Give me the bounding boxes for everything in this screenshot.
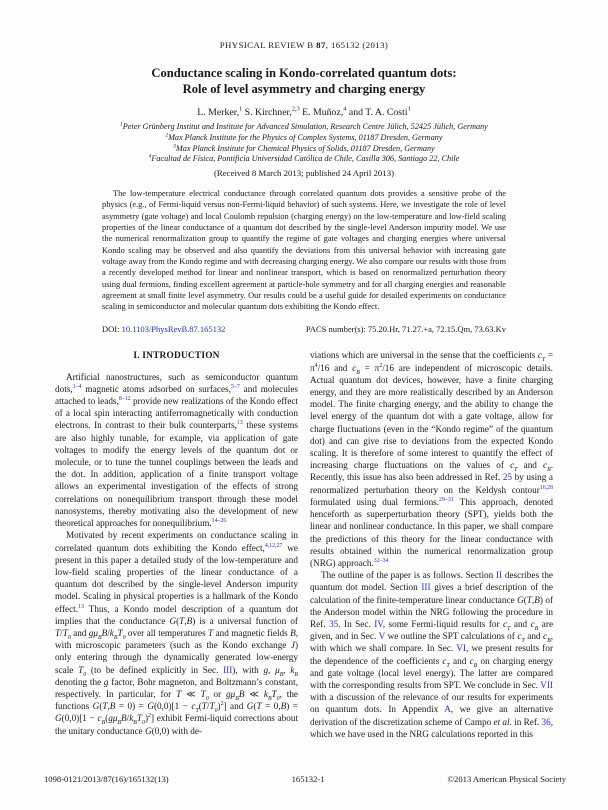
inline-link[interactable]: V: [378, 631, 386, 642]
footer-copyright: ©2013 American Physical Society: [447, 774, 566, 784]
reference-link[interactable]: 29–31: [439, 496, 454, 503]
reference-link[interactable]: 8–12: [118, 396, 131, 402]
intro-paragraph-2: Motivated by recent experiments on conductance scaling in correlated quantum dots exhibiting the Kondo effect,$^{4,12,27}$ we present in this paper a detailed study of the low-temperature and low-field scaling properties of the linear conductance of a quantum dot described by the single-level Anderson impurity model. Scaling in physical properties is a hallmark of the Kondo effect.$^{13}$ Thus, a Kondo model description of a quantum dot implies that the conductance G(T,B) is a universal function of $T/T_0$ and $g\mu_BB/k_BT_0$ over all temperatures T and magnetic fields B, with microscopic parameters (such as the Kondo exchange J) only entering through the dynamically generated low-energy scale $T_0$ (to be defined explicitly in Sec. III), with g, $\mu_B$, $k_B$ denoting the g factor, Bohr magneton, and Boltzmann’s constant, respectively. In particular, for T ≪ $T_0$ or $g\mu_BB$ ≪ $k_BT_0$, the functions $G(T,B = 0) = G(0,0)[1 - c_T(T/T_0)^2]$ and $G(T = 0,B) = G(0,0)[1 - c_B(g\mu_BB/k_BT_0)^2]$ exhibit Fermi-liquid corrections about the unitary conductance G(0,0) with de-: [55, 530, 298, 736]
inline-link[interactable]: VII: [540, 679, 553, 690]
intro-paragraph-2-continued: viations which are universal in the sense that the coefficients $c_T = \pi^4/16$ and $c_B = \pi^2/16$ are independent of microscopic details. Actual quantum dot devices, however, have a finite charging energy, and they are more realistically described by an Anderson model. The finite charging energy, and the ability to change the level energy of the quantum dot with a gate voltage, allow for charge fluctuations (even in the “Kondo regime” of the quantum dot) and can give rise to deviations from the expected Kondo scaling. It is therefore of some interest to quantify the effect of increasing charge fluctuations on the values of $c_T$ and $c_B$. Recently, this issue has also been addressed in Ref. 25 by using a renormalized perturbation theory on the Keldysh contour$^{16,28}$ formulated using dual fermions.$^{29-31}$ This approach, denoted henceforth as superperturbation theory (SPT), yields both the linear and nonlinear conductance. In this paper, we shall compare the predictions of this theory for the linear conductance with results obtained within the numerical renormalization group (NRG) approach.$^{32-34}$: [310, 350, 553, 568]
page-footer: [44, 774, 566, 784]
inline-link[interactable]: III: [421, 582, 431, 593]
doi-pacs-row: [102, 324, 506, 334]
reference-link[interactable]: 5–7: [231, 383, 240, 390]
affiliation-3: $^3$Max Planck Institute for Chemical Physics of Solids, 01187 Dresden, Germany: [173, 142, 435, 153]
reference-link[interactable]: 32–34: [373, 557, 389, 564]
journal-header: PHYSICAL REVIEW B 87, 165132 (2013): [219, 40, 389, 50]
doi-link[interactable]: 10.1103/PhysRevB.87.165132: [121, 324, 226, 335]
received-line: (Received 8 March 2013; published 24 April 2013): [213, 168, 395, 179]
paper-title-line-2: Role of level asymmetry and charging energy: [182, 81, 426, 96]
doi-line: [102, 324, 225, 334]
reference-link[interactable]: 13: [236, 420, 243, 427]
inline-link[interactable]: III: [223, 664, 233, 675]
left-column: [55, 349, 298, 761]
affiliation-2: $^2$Max Planck Institute for the Physics of Complex Systems, 01187 Dresden, Germany: [165, 132, 443, 142]
inline-link[interactable]: 36: [541, 716, 551, 727]
affiliation-4: $^4$Facultad de Física, Pontificia Universidad Católica de Chile, Casilla 306, Santiago 22, Chile: [148, 153, 460, 164]
two-column-body: [55, 349, 553, 761]
section-heading-introduction: I. INTRODUCTION: [133, 351, 220, 362]
reference-link[interactable]: 13: [78, 603, 84, 610]
reference-link[interactable]: 4,12,27: [264, 542, 283, 549]
doi-label: DOI:: [102, 324, 120, 335]
paper-title-line-1: Conductance scaling in Kondo-correlated quantum dots:: [151, 66, 457, 80]
reference-link[interactable]: 16,28: [539, 484, 553, 491]
abstract-text: The low-temperature electrical conductance through correlated quantum dots provides a sensitive probe of the physics (e.g., of Fermi-liquid versus non-Fermi-liquid behavior) of such systems. Here, we investigate the role of level asymmetry (gate voltage) and local Coulomb repulsion (charging energy) on the low-temperature and low-field scaling properties of the linear conductance of a quantum dot described by the single-level Anderson impurity model. We use the numerical renormalization group to quantify the regime of gate voltages and charging energies where universal Kondo scaling may be observed and also quantify the deviations from this universal behavior with increasing gate voltage away from the Kondo regime and with decreasing charging energy. We also compare our results with those from a recently developed method for linear and nonlinear transport, which is based on renormalized perturbation theory using dual fermions, finding excellent agreement at particle-hole symmetry and for all charging energies and reasonable agreement at small finite level asymmetry. Our results could be a useful guide for detailed experiments on conductance scaling in semiconductor and molecular quantum dots exhibiting the Kondo effect.: [102, 189, 506, 312]
footer-page-number: 165132-1: [291, 774, 325, 784]
intro-paragraph-3: The outline of the paper is as follows. Section II describes the quantum dot model. Section III gives a brief description of the calculation of the finite-temperature linear conductance G(T,B) of the Anderson model within the NRG following the procedure in Ref. 35. In Sec. IV, some Fermi-liquid results for $c_T$ and $c_B$ are given, and in Sec. V we outline the SPT calculations of $c_T$ and $c_B$, with which we shall compare. In Sec. VI, we present results for the dependence of the coefficients $c_T$ and $c_B$ on charging energy and gate voltage (local level energy). The latter are compared with the corresponding results from SPT. We conclude in Sec. VII with a discussion of the relevance of our results for experiments on quantum dots. In Appendix A, we give an alternative derivation of the discretization scheme of Campo et al. in Ref. 36, which we have used in the NRG calculations reported in this: [310, 570, 553, 739]
paper-title: [55, 66, 553, 97]
reference-link[interactable]: 1–4: [72, 383, 82, 390]
authors-line: L. Merker,$^1$ S. Kirchner,$^{2,3}$ E. Muñoz,$^4$ and T. A. Costi$^1$: [197, 105, 411, 118]
pacs-numbers: PACS number(s): 75.20.Hr, 71.27.+a, 72.15.Qm, 73.63.Kv: [305, 324, 506, 335]
footer-issn-code: 1098-0121/2013/87(16)/165132(13): [44, 774, 169, 784]
inline-link[interactable]: VI: [456, 643, 466, 654]
affiliations-block: [55, 122, 553, 165]
reference-link[interactable]: 14–26: [211, 518, 227, 525]
intro-paragraph-1: Artificial nanostructures, such as semiconductor quantum dots,$^{1-4}$ magnetic atoms adsorbed on surfaces,$^{5-7}$ and molecules attached to leads,$^{8-12}$ provide new realizations of the Kondo effect of a local spin interacting antiferromagnetically with conduction electrons. In contrast to their bulk counterparts,$^{13}$ these systems are also highly tunable, for example, via application of gate voltages to modify the energy levels of the quantum dot or molecule, or to tune the tunnel couplings between the leads and the dot. In addition, application of a finite transport voltage allows an experimental investigation of the effects of strong correlations on nonequilibrium transport through these model nanosystems, thereby motivating also the development of new theoretical approaches for nonequilibrium.$^{14-26}$: [55, 371, 299, 529]
inline-link[interactable]: II: [495, 570, 503, 581]
right-column: [310, 349, 553, 761]
inline-link[interactable]: 25: [502, 472, 512, 483]
inline-link[interactable]: IV: [374, 618, 383, 629]
affiliation-1: $^1$Peter Grünberg Institut and Institute for Advanced Simulation, Research Centre Jülich, 52425 Jülich, Germany: [120, 121, 488, 131]
inline-link[interactable]: 35: [329, 618, 339, 629]
inline-link[interactable]: A: [444, 704, 451, 715]
